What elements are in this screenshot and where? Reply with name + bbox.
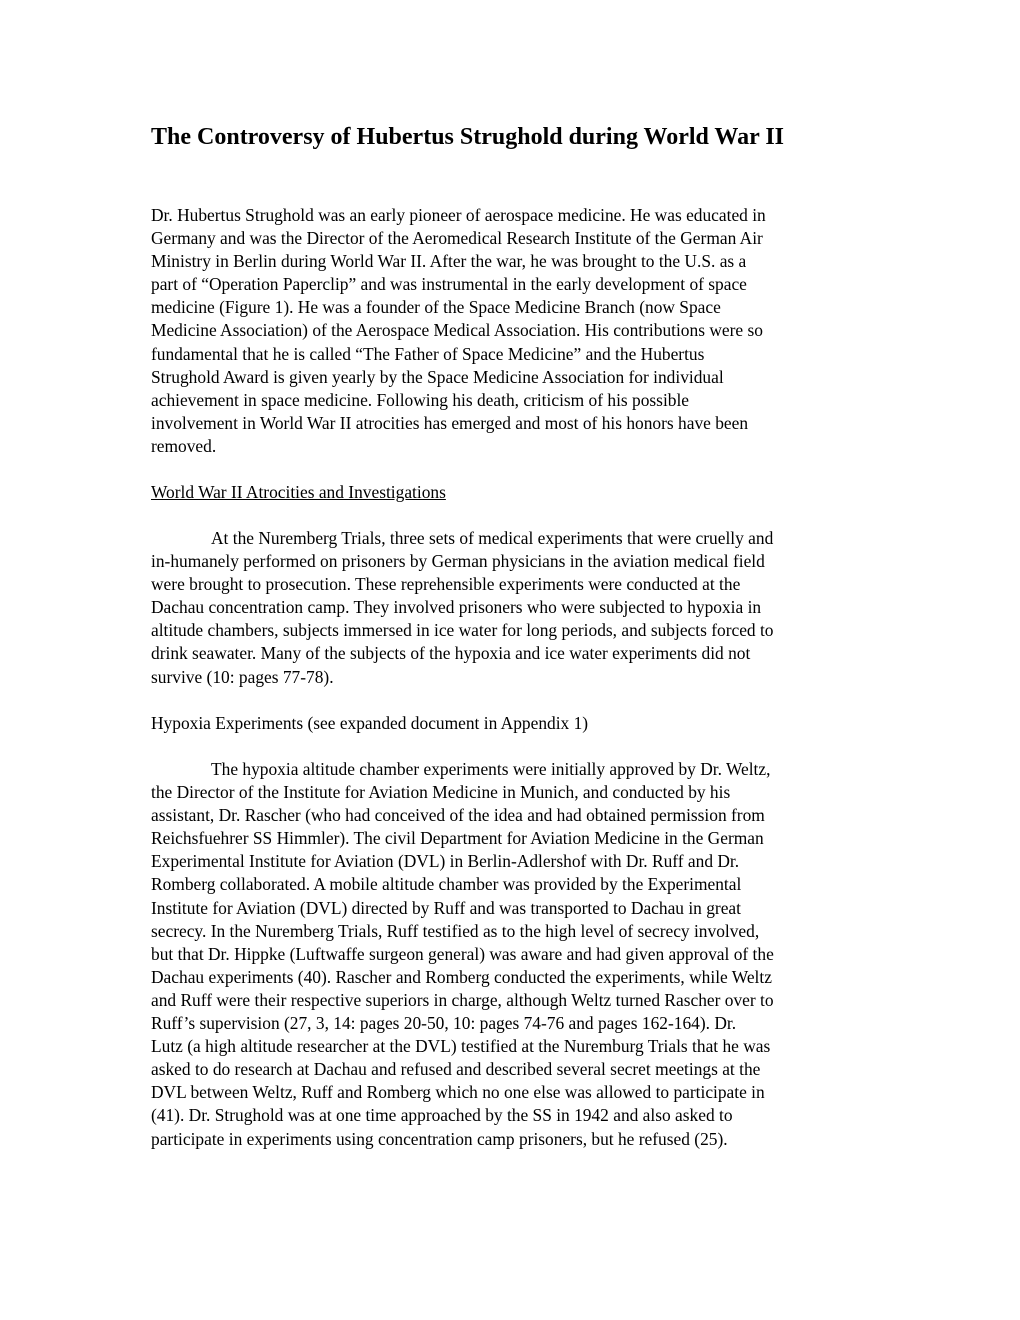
text-line: Strughold Award is given yearly by the Space Medicine Association for individual [151, 366, 724, 387]
text-line: achievement in space medicine. Following his death, criticism of his possible [151, 389, 690, 410]
text-line: The hypoxia altitude chamber experiments were initially approved by Dr. Weltz, [211, 759, 771, 779]
text-line: the Director of the Institute for Aviation Medicine in Munich, and conducted by his [151, 782, 731, 803]
text-line: Experimental Institute for Aviation (DVL) in Berlin-Adlershof with Dr. Ruff and Dr. [151, 851, 740, 872]
text-line: and Ruff were their respective superiors in charge, although Weltz turned Rascher over to [151, 989, 774, 1010]
text-line: in-humanely performed on prisoners by German physicians in the aviation medical field [151, 551, 765, 572]
section-heading-text: World War II Atrocities and Investigations [151, 482, 446, 502]
text-line: survive (10: pages 77-78). [151, 666, 334, 687]
atrocities-paragraph [151, 527, 871, 689]
page-title: The Controversy of Hubertus Strughold during World War II [151, 124, 784, 150]
text-line: altitude chambers, subjects immersed in ice water for long periods, and subjects forced to [151, 620, 774, 641]
text-line: Institute for Aviation (DVL) directed by Ruff and was transported to Dachau in great [151, 897, 741, 918]
text-line: asked to do research at Dachau and refused and described several secret meetings at the [151, 1059, 761, 1080]
text-line: were brought to prosecution. These reprehensible experiments were conducted at the [151, 574, 741, 595]
text-line: Ministry in Berlin during World War II. After the war, he was brought to the U.S. as a [151, 251, 747, 272]
section-heading-atrocities [151, 481, 871, 504]
hypoxia-paragraph [151, 758, 871, 1151]
section-heading-hypoxia [151, 712, 871, 735]
text-line: At the Nuremberg Trials, three sets of medical experiments that were cruelly and [211, 528, 774, 548]
section-heading-text: Hypoxia Experiments (see expanded document in Appendix 1) [151, 713, 589, 733]
text-line: Dr. Hubertus Strughold was an early pioneer of aerospace medicine. He was educated in [151, 205, 766, 225]
text-line: Dachau experiments (40). Rascher and Romberg conducted the experiments, while Weltz [151, 966, 772, 987]
intro-paragraph [151, 204, 871, 458]
text-line: fundamental that he is called “The Father of Space Medicine” and the Hubertus [151, 343, 705, 364]
text-line: Germany and was the Director of the Aeromedical Research Institute of the German Air [151, 228, 763, 249]
text-line: Romberg collaborated. A mobile altitude chamber was provided by the Experimental [151, 874, 742, 895]
text-line: participate in experiments using concentration camp prisoners, but he refused (25). [151, 1128, 728, 1149]
text-line: removed. [151, 435, 217, 456]
text-line: assistant, Dr. Rascher (who had conceived of the idea and had obtained permission from [151, 805, 765, 826]
text-line: DVL between Weltz, Ruff and Romberg which no one else was allowed to participate in [151, 1082, 765, 1103]
text-line: Reichsfuehrer SS Himmler). The civil Department for Aviation Medicine in the German [151, 828, 764, 849]
text-line: (41). Dr. Strughold was at one time approached by the SS in 1942 and also asked to [151, 1105, 733, 1126]
text-line: Medicine Association) of the Aerospace Medical Association. His contributions were so [151, 320, 763, 341]
text-line: medicine (Figure 1). He was a founder of the Space Medicine Branch (now Space [151, 297, 721, 318]
text-line: Dachau concentration camp. They involved prisoners who were subjected to hypoxia in [151, 597, 762, 618]
text-line: Lutz (a high altitude researcher at the DVL) testified at the Nuremburg Trials that he was [151, 1036, 771, 1057]
text-line: part of “Operation Paperclip” and was instrumental in the early development of space [151, 274, 747, 295]
text-line: drink seawater. Many of the subjects of the hypoxia and ice water experiments did not [151, 643, 751, 664]
text-line: Ruff’s supervision (27, 3, 14: pages 20-50, 10: pages 74-76 and pages 162-164). Dr. [151, 1013, 737, 1034]
text-line: involvement in World War II atrocities has emerged and most of his honors have been [151, 412, 749, 433]
text-line: but that Dr. Hippke (Luftwaffe surgeon general) was aware and had given approval of the [151, 943, 774, 964]
text-line: secrecy. In the Nuremberg Trials, Ruff testified as to the high level of secrecy involved, [151, 920, 760, 941]
